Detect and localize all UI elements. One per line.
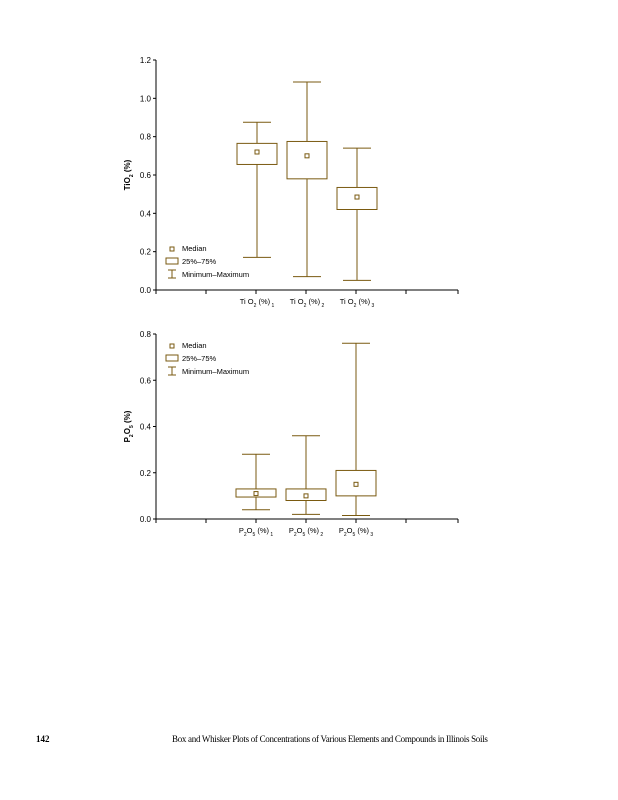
legend-whisker-label: Minimum–Maximum <box>182 367 250 376</box>
category-label: $P_2O_5$ (%) $_3$ <box>338 526 374 538</box>
category-label: Ti $O_2$ (%) $_1$ <box>239 297 275 309</box>
median-marker <box>355 195 359 199</box>
page-number: 142 <box>36 734 50 744</box>
y-tick-label: 0.6 <box>139 171 151 180</box>
legend-box-symbol <box>166 258 178 264</box>
y-tick-label: 0.8 <box>139 330 151 339</box>
y-tick-label: 1.0 <box>139 94 151 104</box>
median-marker <box>354 482 358 486</box>
y-tick-label: 0.4 <box>139 209 151 219</box>
category-label: Ti $O_2$ (%) $_3$ <box>339 297 375 309</box>
category-label: $P_2O_5$ (%) $_1$ <box>238 526 274 538</box>
category-label: Ti $O_2$ (%) $_2$ <box>289 297 325 309</box>
iqr-box <box>287 141 327 178</box>
legend-median-symbol <box>170 344 174 348</box>
legend <box>166 244 249 279</box>
box-plot-3 <box>336 343 376 515</box>
median-marker <box>305 154 309 158</box>
page-caption: Box and Whisker Plots of Concentrations of Various Elements and Compounds in Illinois Soils <box>172 734 488 744</box>
y-tick-label: 0.0 <box>139 286 151 295</box>
y-tick-label: 0.2 <box>139 468 151 478</box>
p2o5-box-plot <box>0 320 618 540</box>
y-tick-label: 0.0 <box>139 515 151 524</box>
y-tick-label: 0.6 <box>139 376 151 386</box>
legend-box-symbol <box>166 355 178 361</box>
legend-whisker-label: Minimum–Maximum <box>182 270 250 279</box>
median-marker <box>255 150 259 154</box>
legend-box-label: 25%–75% <box>182 257 217 266</box>
y-axis-title: TiO$_2$ (%) <box>123 159 135 191</box>
y-tick-label: 0.8 <box>139 132 151 142</box>
median-marker <box>254 492 258 496</box>
legend-median-symbol <box>170 247 174 251</box>
legend-box-label: 25%–75% <box>182 354 217 363</box>
tio2-box-plot <box>0 40 618 360</box>
box-plot-1 <box>237 122 277 257</box>
y-tick-label: 1.2 <box>139 56 151 65</box>
page-footer <box>0 734 618 748</box>
y-axis-title: $P_2O_5$ (%) <box>123 410 135 443</box>
box-plot-2 <box>286 436 326 515</box>
legend <box>166 341 249 376</box>
category-label: $P_2O_5$ (%) $_2$ <box>288 526 324 538</box>
box-plot-2 <box>287 82 327 277</box>
y-tick-label: 0.4 <box>139 422 151 432</box>
y-tick-label: 0.2 <box>139 247 151 257</box>
median-marker <box>304 494 308 498</box>
box-plot-3 <box>337 148 377 280</box>
box-plot-1 <box>236 454 276 510</box>
legend-median-label: Median <box>182 341 207 350</box>
legend-median-label: Median <box>182 244 207 253</box>
